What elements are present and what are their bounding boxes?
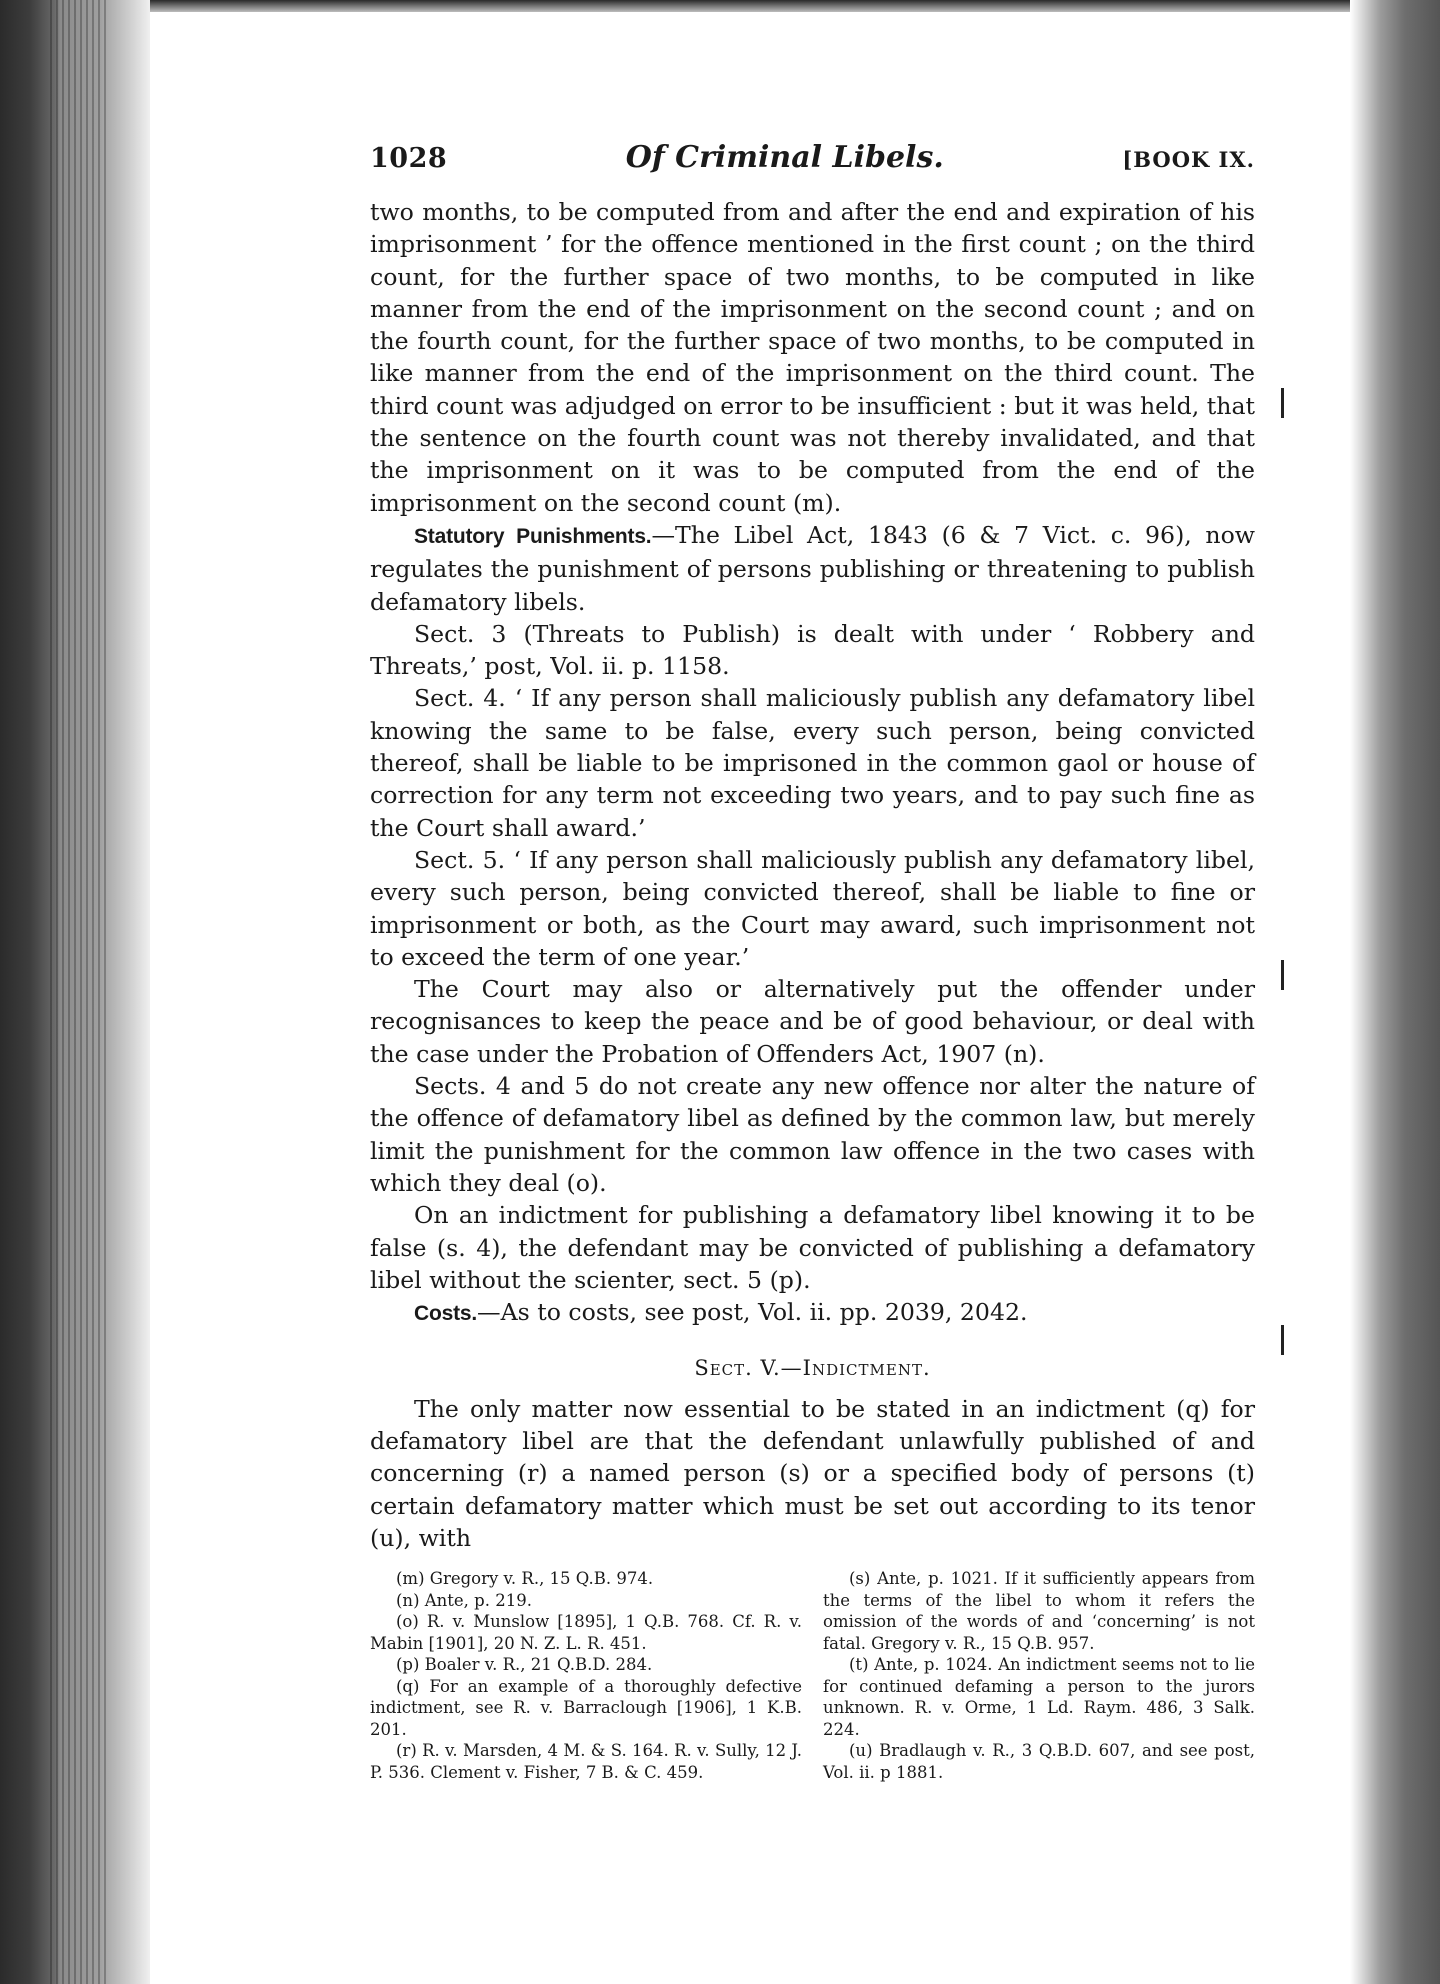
paragraph: two months, to be computed from and after the end and expiration of his imprisonment ’ for the offence mentioned in the first count ; on the third count, for the further space of two months, to be computed in like manner from the end of the imprisonment on the second count ; and on the fourth count, for the further space of two months, to be computed in like manner from the end of the imprisonment on the third count. The third count was adjudged on error to be insufficient : but it was held, that the sentence on the fourth count was not thereby invalidated, and that the imprisonment on it was to be computed from the end of the imprisonment on the second count (m). <box>370 198 1255 517</box>
scan-mark <box>1281 1325 1284 1355</box>
running-header <box>370 140 1255 180</box>
footnote: (n) Ante, p. 219. <box>396 1590 532 1610</box>
paragraph: On an indictment for publishing a defamatory libel knowing it to be false (s. 4), the defendant may be convicted of publishing a defamatory libel without the scienter, sect. 5 (p). <box>370 1201 1255 1294</box>
paragraph: Sect. 4. ‘ If any person shall maliciously publish any defamatory libel knowing the same to be false, every such person, being convicted thereof, shall be liable to be imprisoned in the common gaol or house of correction for any term not exceeding two years, and to pay such fine as the Court shall award.’ <box>370 684 1255 842</box>
run-in-heading: Costs. <box>414 1302 477 1326</box>
top-edge-shadow <box>150 0 1350 12</box>
book-page <box>370 140 1255 1783</box>
scan-mark <box>1281 960 1284 990</box>
page-right-edge <box>1350 0 1440 1984</box>
paragraph <box>370 1296 1255 1330</box>
paragraph: Sects. 4 and 5 do not create any new offence nor alter the nature of the offence of defamatory libel as defined by the common law, but merely limit the punishment for the common law offence in the two cases with which they deal (o). <box>370 1072 1255 1197</box>
footnote: (m) Gregory v. R., 15 Q.B. 974. <box>396 1569 654 1589</box>
footnotes <box>370 1568 1255 1783</box>
main-text <box>370 196 1255 1554</box>
book-spine-edge <box>0 0 150 1984</box>
scan-mark <box>1281 388 1284 418</box>
paragraph: Sect. 3 (Threats to Publish) is dealt with under ‘ Robbery and Threats,’ post, Vol. ii. p. 1158. <box>370 619 1255 681</box>
running-title: Of Criminal Libels. <box>625 140 944 175</box>
footnote: (s) Ante, p. 1021. If it sufficiently appears from the terms of the libel to whom it refers the omission of the words of and ‘concerning’ is not fatal. Gregory v. R., 15 Q.B. 957. <box>823 1569 1255 1653</box>
run-in-heading: Statutory Punishments. <box>414 524 652 548</box>
footnote: (p) Boaler v. R., 21 Q.B.D. 284. <box>396 1655 653 1675</box>
paragraph-text: —As to costs, see post, Vol. ii. pp. 2039, 2042. <box>476 1298 1028 1327</box>
paragraph: The Court may also or alternatively put the offender under recognisances to keep the peace and be of good behaviour, or deal with the case under the Probation of Offenders Act, 1907 (n). <box>370 975 1255 1068</box>
footnote: (r) R. v. Marsden, 4 M. & S. 164. R. v. Sully, 12 J. P. 536. Clement v. Fisher, 7 B. & C. 459. <box>370 1741 802 1782</box>
page-number: 1028 <box>370 143 448 174</box>
footnote: (o) R. v. Munslow [1895], 1 Q.B. 768. Cf. R. v. Mabin [1901], 20 N. Z. L. R. 451. <box>370 1612 802 1653</box>
paragraph-text: —The Libel Act, 1843 (6 & 7 Vict. c. 96), now regulates the punishment of persons publishing or threatening to publish defamatory libels. <box>370 520 1256 616</box>
footnotes-left-column <box>370 1568 802 1783</box>
footnote: (q) For an example of a thoroughly defective indictment, see R. v. Barraclough [1906], 1 K.B. 201. <box>370 1676 802 1739</box>
footnote: (u) Bradlaugh v. R., 3 Q.B.D. 607, and see post, Vol. ii. p 1881. <box>823 1741 1255 1782</box>
paragraph: Sect. 5. ‘ If any person shall maliciously publish any defamatory libel, every such person, being convicted thereof, shall be liable to fine or imprisonment or both, as the Court may award, such imprisonment not to exceed the term of one year.’ <box>370 845 1255 971</box>
footnote: (t) Ante, p. 1024. An indictment seems not to lie for continued defaming a person to the jurors unknown. R. v. Orme, 1 Ld. Raym. 486, 3 Salk. 224. <box>823 1655 1255 1739</box>
book-label: [BOOK IX. <box>1122 147 1255 172</box>
footnotes-right-column <box>823 1568 1255 1783</box>
section-heading: Sect. V.—Indictment. <box>694 1356 931 1381</box>
paragraph <box>370 519 1255 618</box>
paragraph: The only matter now essential to be stated in an indictment (q) for defamatory libel are that the defendant unlawfully published of and concerning (r) a named person (s) or a specified body of persons (t) certain defamatory matter which must be set out according to its tenor (u), with <box>370 1394 1255 1552</box>
